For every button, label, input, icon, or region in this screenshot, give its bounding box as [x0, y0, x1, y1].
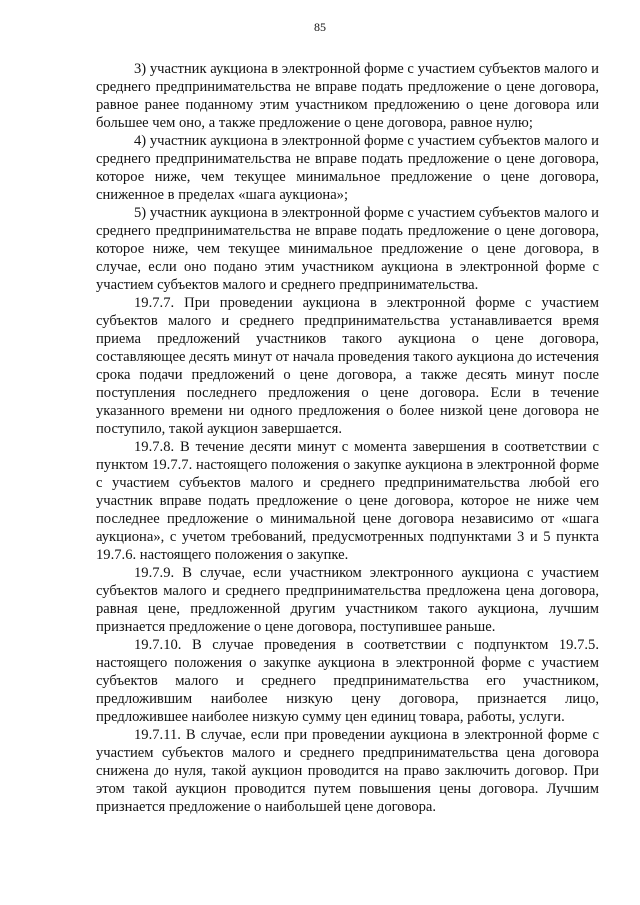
paragraph-19-7-8: 19.7.8. В течение десяти минут с момента завершения в соответствии с пунктом 19.7.7. настоящего положения о закупке аукциона в электронной форме с участием субъектов малого и среднего предпринимательства любой его участник вправе подать предложение о цене договора, которое не ниже чем последнее предложение о минимальной цене договора независимо от «шага аукциона», с учетом требований, предусмотренных подпунктами 3 и 5 пункта 19.7.6. настоящего положения о закупке.: [96, 439, 599, 563]
page-number: 85: [314, 20, 326, 34]
paragraph-item-3: 3) участник аукциона в электронной форме с участием субъектов малого и среднего предпринимательства не вправе подать предложение о цене договора, равное ранее поданному этим участником предложению о цене договора или большее чем оно, а также предложение о цене договора, равное нулю;: [96, 61, 599, 131]
paragraph-19-7-9: 19.7.9. В случае, если участником электронного аукциона с участием субъектов малого и среднего предпринимательства предложена цена договора, равная цене, предложенной другим участником такого аукциона, лучшим признается предложение о цене договора, поступившее раньше.: [96, 565, 599, 635]
paragraph-item-4: 4) участник аукциона в электронной форме с участием субъектов малого и среднего предпринимательства не вправе подать предложение о цене договора, которое ниже, чем текущее минимальное предложение о цене договора, сниженное в пределах «шага аукциона»;: [96, 133, 599, 203]
paragraph-19-7-11: 19.7.11. В случае, если при проведении аукциона в электронной форме с участием субъектов малого и среднего предпринимательства цена договора снижена до нуля, такой аукцион проводится на право заключить договор. При этом такой аукцион проводится путем повышения цены договора. Лучшим признается предложение о наибольшей цене договора.: [96, 727, 599, 815]
paragraph-19-7-7: 19.7.7. При проведении аукциона в электронной форме с участием субъектов малого и среднего предпринимательства устанавливается время приема предложений участников такого аукциона о цене договора, составляющее десять минут от начала проведения такого аукциона до истечения срока подачи предложений о цене договора, а также десять минут после поступления последнего предложения о цене договора. Если в течение указанного времени ни одного предложения о более низкой цене договора не поступило, такой аукцион завершается.: [96, 295, 599, 437]
paragraph-19-7-10: 19.7.10. В случае проведения в соответствии с подпунктом 19.7.5. настоящего положения о закупке аукциона в электронной форме с участием субъектов малого и среднего предпринимательства его участником, предложившим наиболее низкую цену договора, признается лицо, предложившее наиболее низкую сумму цен единиц товара, работы, услуги.: [96, 637, 599, 725]
paragraph-item-5: 5) участник аукциона в электронной форме с участием субъектов малого и среднего предпринимательства не вправе подать предложение о цене договора, которое ниже, чем текущее минимальное предложение о цене договора, в случае, если оно подано этим участником аукциона в электронной форме с участием субъектов малого и среднего предпринимательства.: [96, 205, 599, 293]
document-body: [96, 60, 599, 816]
